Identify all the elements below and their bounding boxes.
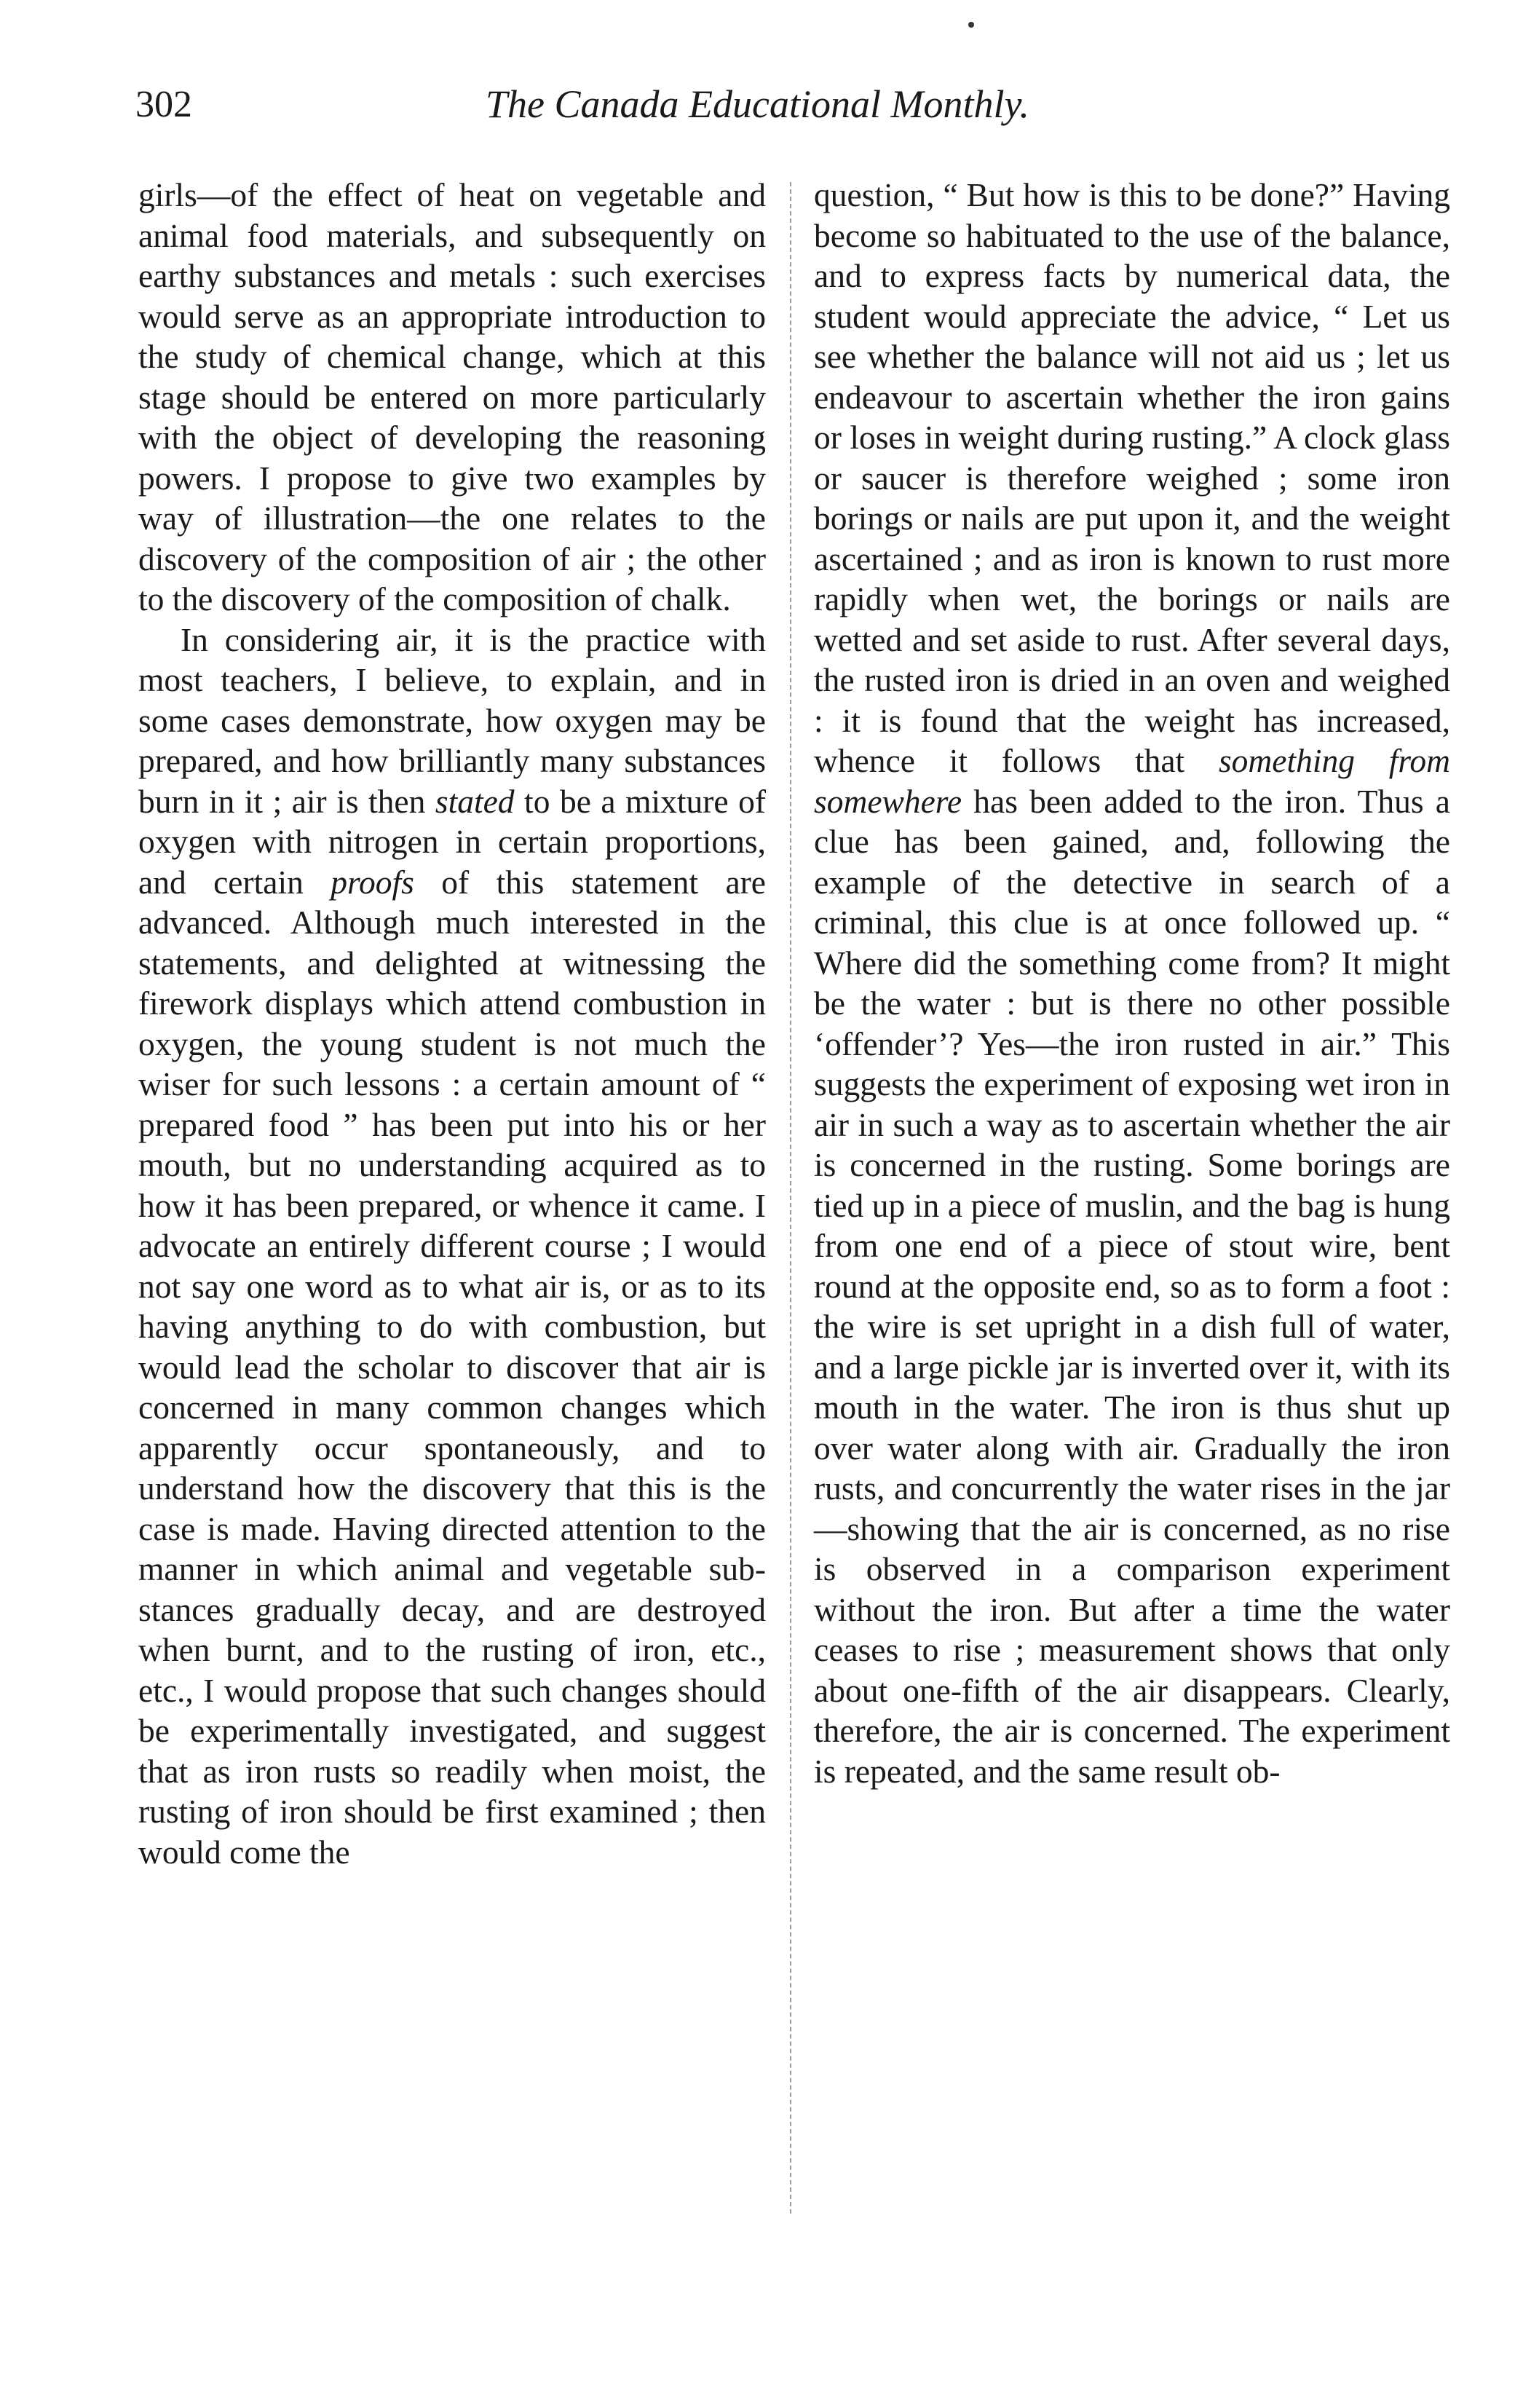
- paragraph-air: [138, 620, 766, 1873]
- column-divider: [790, 182, 791, 2214]
- paragraph-continuation: [138, 175, 766, 620]
- left-column: [138, 175, 766, 1872]
- paragraph-text: girls—of the effect of heat on vegetable and animal food materials, and subsequently on earthy substances and metals : such exercises would serve as an appropriate introduction to the study of chemical change, which at this stage should be entered on more particularly with the object of developing the reasoning powers. I propose to give two examples by way of illustration—the one relates to the discovery of the composition of air ; the other to the discovery of the composition of chalk.: [138, 176, 766, 617]
- emphasis-something-from-somewhere: something from somewhere: [814, 742, 1450, 820]
- paragraph-text: to be a mixture of oxygen with nitrogen in certain proportions, and certain: [138, 782, 766, 901]
- print-speck: [968, 22, 974, 28]
- paragraph-rusting: [814, 175, 1450, 1791]
- right-column: [814, 175, 1450, 1791]
- paragraph-text: question, “ But how is this to be done?” Having become so habituated to the use of the balance, and to express facts by numerical data, the student would appreciate the advice, “ Let us see whether the balance will not aid us ; let us endeavour to ascertain whether the iron gains or loses in weight during rusting.” A clock glass or saucer is therefore weighed ; some iron borings or nails are put upon it, and the weight ascertained ; and as iron is known to rust more rapidly when wet, the borings or nails are wetted and set aside to rust. After several days, the rusted iron is dried in an oven and weighed : it is found that the weight has increased, whence it follows that: [814, 176, 1450, 779]
- paragraph-text: of this statement are advanced. Although much interested in the statements, and delighted at witnessing the firework displays which attend combustion in oxygen, the young student is not much the wiser for such lessons : a certain amount of “ prepared food ” has been put into his or her mouth, but no understanding acquired as to how it has been prepared, or whence it came. I advocate an entirely different course ; I would not say one word as to what air is, or as to its having anything to do with combustion, but would lead the scholar to discover that air is concerned in many common changes which apparently occur spontaneously, and to understand how the discovery that this is the case is made. Having directed attention to the manner in which animal and vegetable substances gradually decay, and are destroyed when burnt, and to the rusting of iron, etc., etc., I would propose that such changes should be experimentally investigated, and suggest that as iron rusts so readily when moist, the rusting of iron should be first examined ; then would come the: [138, 863, 767, 1871]
- paragraph-text: In considering air, it is the practice with most teachers, I believe, to explain, and in some cases demonstrate, how oxygen may be prepared, and how brilliantly many substances burn in it ; air is then: [138, 620, 766, 820]
- paragraph-text: has been added to the iron. Thus a clue has been gained, and, following the example of the detective in search of a criminal, this clue is at once followed up. “ Where did the something come from? It might be the water : but is there no other possible ‘offender’? Yes—the iron rusted in air.” This suggests the experiment of exposing wet iron in air in such a way as to ascertain whether the air is concerned in the rusting. Some borings are tied up in a piece of muslin, and the bag is hung from one end of a piece of stout wire, bent round at the opposite end, so as to form a foot : the wire is set upright in a dish full of water, and a large pickle jar is inverted over it, with its mouth in the water. The iron is thus shut up over water along with air. Gradually the iron rusts, and concurrently the water rises in the jar—showing that the air is concerned, as no rise is observed in a comparison experiment without the iron. But after a time the water ceases to rise ; measurement shows that only about one-fifth of the air disappears. Clearly, therefore, the air is concerned. The experiment is repeated, and the same result ob-: [814, 782, 1450, 1790]
- emphasis-stated: stated: [435, 782, 515, 820]
- emphasis-proofs: proofs: [331, 863, 414, 901]
- running-title: The Canada Educational Monthly.: [486, 82, 1029, 126]
- page-number: 302: [135, 84, 192, 125]
